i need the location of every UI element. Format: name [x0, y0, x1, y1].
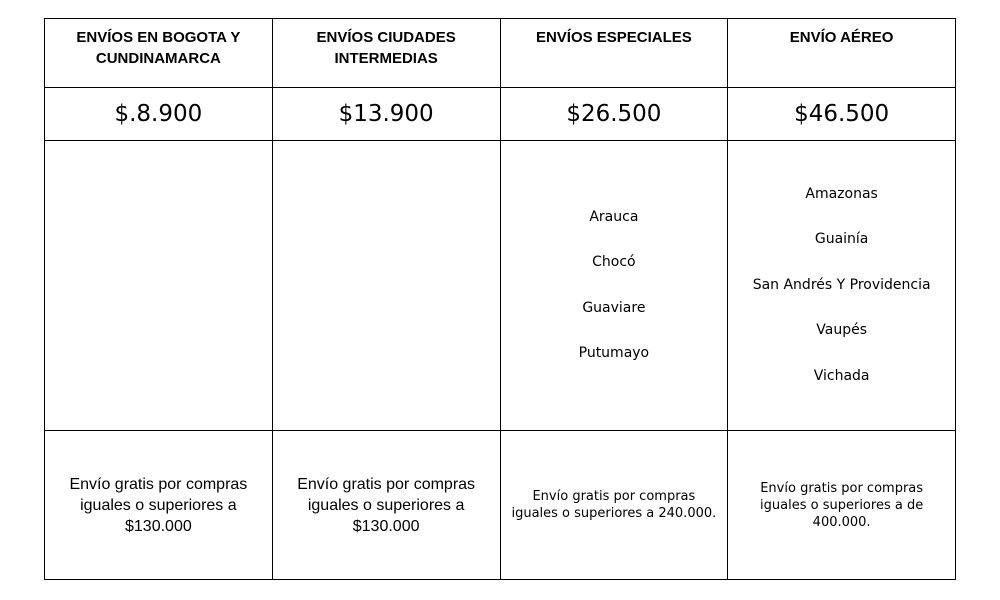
region-list-especiales: [501, 195, 728, 377]
region-item: Vichada: [813, 367, 870, 384]
price-especiales: $26.500: [566, 101, 662, 127]
note-cell-bogota: [45, 431, 273, 580]
regions-cell-aereo: [728, 141, 956, 431]
region-item: Amazonas: [805, 185, 878, 202]
region-item: Putumayo: [578, 345, 650, 361]
header-cell-intermedias: [272, 19, 500, 88]
header-row: [45, 19, 956, 88]
price-intermedias: $13.900: [338, 101, 434, 127]
header-bogota: ENVÍOS EN BOGOTA Y CUNDINAMARCA: [76, 29, 241, 67]
header-cell-especiales: [500, 19, 728, 88]
regions-cell-especiales: [500, 141, 728, 431]
price-row: [45, 88, 956, 141]
region-item: Chocó: [592, 254, 636, 270]
price-cell-especiales: [500, 88, 728, 141]
note-cell-intermedias: [272, 431, 500, 580]
region-item: Guaviare: [582, 299, 646, 316]
free-shipping-note-aereo: Envío gratis por compras iguales o superiores a de 400.000.: [760, 480, 924, 530]
header-cell-bogota: [45, 19, 273, 88]
free-shipping-note-especiales: Envío gratis por compras iguales o superiores a 240.000.: [511, 489, 717, 521]
regions-cell-bogota: [45, 141, 273, 431]
price-bogota: $.8.900: [114, 101, 203, 127]
region-list-aereo: [728, 172, 955, 400]
free-shipping-note-bogota: Envío gratis por compras iguales o superiores a $130.000: [69, 475, 248, 535]
note-cell-especiales: [500, 431, 728, 580]
header-cell-aereo: [728, 19, 956, 88]
free-shipping-row: [45, 431, 956, 580]
region-item: Vaupés: [816, 322, 867, 339]
regions-row: [45, 141, 956, 431]
region-item: Guainía: [814, 231, 869, 248]
free-shipping-note-intermedias: Envío gratis por compras iguales o superiores a $130.000: [297, 475, 476, 535]
note-cell-aereo: [728, 431, 956, 580]
region-item: San Andrés Y Providencia: [752, 276, 931, 293]
price-aereo: $46.500: [794, 101, 890, 127]
price-cell-bogota: [45, 88, 273, 141]
price-cell-aereo: [728, 88, 956, 141]
price-cell-intermedias: [272, 88, 500, 141]
shipping-rates-table: [44, 18, 956, 580]
region-item: Arauca: [589, 208, 639, 225]
regions-cell-intermedias: [272, 141, 500, 431]
header-aereo: ENVÍO AÉREO: [789, 29, 894, 46]
header-intermedias: ENVÍOS CIUDADES INTERMEDIAS: [316, 29, 456, 67]
header-especiales: ENVÍOS ESPECIALES: [535, 29, 692, 46]
